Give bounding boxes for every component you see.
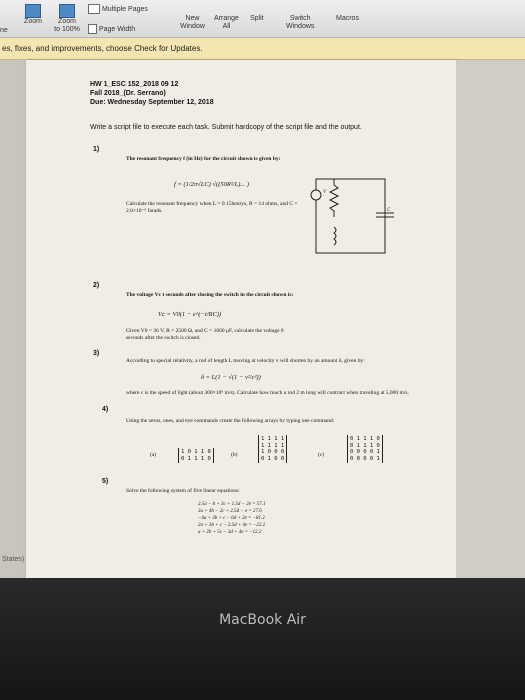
ribbon-cut-label: ne [0,27,8,34]
doc-term-line: Fall 2018_(Dr. Serrano) [90,90,166,97]
q4-text: Using the zeros, ones, and eye commands create the following arrays by typing one command: [126,418,335,424]
zoom-icon [25,4,41,18]
q5-number: 5) [102,478,109,485]
q3-text: According to special relativity, a rod of length L moving at velocity v will shorten by an amount δ, given by: [126,358,365,364]
label-c: C [387,208,391,213]
q1-formula: f = (1/2π√LC) √((50R²/L)... ) [174,181,250,188]
doc-header [90,80,214,107]
q2-number: 2) [93,282,100,289]
multiple-pages-label: Multiple Pages [101,5,148,13]
new-window-button[interactable]: New Window [180,15,205,30]
q4-a-label: (a) [150,452,157,458]
view-ribbon [0,0,525,38]
q4-a-matrix: 1 0 1 1 0 0 1 1 1 0 [178,448,214,463]
multiple-pages-icon [88,4,100,14]
q1-text: The resonant frequency f (in Hz) for the circuit shown is given by: [126,156,281,162]
document-page [26,60,456,578]
zoom-100-icon [59,4,75,18]
right-gutter [456,60,525,578]
q1-number: 1) [93,146,100,153]
zoom-label: Zoom [24,18,42,25]
q3-formula: δ = L(1 − √(1 − v²/c²)) [201,374,261,381]
q4-c-label: (c) [318,452,325,458]
update-notification-bar: es, fixes, and improvements, choose Check for Updates. [0,38,525,60]
q4-c-matrix: 0 1 1 1 0 0 1 1 1 0 0 0 0 0 1 0 0 0 0 1 [347,435,383,463]
page-width-label: Page Width [98,25,136,33]
q2-text-2: Given V0 = 36 V, R = 2500 Ω, and C = 1600 μF, calculate the voltage 8 seconds after the switch is closed. [126,328,284,341]
split-button[interactable]: Split [250,15,264,22]
switch-windows-button[interactable]: Switch Windows [286,15,315,30]
arrange-all-button[interactable]: Arrange All [214,15,239,30]
inductor-icon [334,227,336,245]
q4-number: 4) [102,406,109,413]
laptop-bezel [0,578,525,700]
page-width-button[interactable] [88,24,135,34]
left-pane [0,60,26,578]
q4-b-matrix: 1 1 1 1 1 1 1 1 1 0 0 0 0 1 0 0 [258,435,287,463]
zoom-100-label: Zoom to 100% [54,18,80,33]
device-brand-label: MacBook Air [219,612,306,628]
q2-formula: Vc = V0(1 − e^(−t/RC)) [158,311,222,318]
doc-due-line: Due: Wednesday September 12, 2018 [90,99,214,106]
q5-text: Solve the following system of five linear equations: [126,488,240,494]
rlc-circuit-diagram [310,165,395,265]
resistor-icon [330,179,338,217]
page-width-icon [88,24,97,34]
status-label: States) [2,556,25,563]
multiple-pages-button[interactable] [88,4,148,14]
macros-button[interactable]: Macros [336,15,359,22]
voltage-source-icon [311,190,321,200]
q5-equation-system: 2.5a − b + 3c + 1.5d − 2e = 57.1 3a + 4b − 2c + 2.5d − e = 27.6 −4a + 3b + c − 6d + 2e = −81.2 2a + 3b + c − 2.5d + 4e = −22.2 a + 2b + 5c − 3d + 4e = −12.2 [198,502,266,535]
doc-title-line: HW 1_ESC 152_2018 09 12 [90,81,179,88]
zoom-100-button[interactable] [50,4,84,34]
q1-text-2: Calculate the resonant frequency when L = 0.15henrys, R = 14 ohms, and C = 2.6×10⁻⁶ farads. [126,201,298,214]
q3-number: 3) [93,350,100,357]
label-v: V [323,190,327,195]
q4-b-label: (b) [231,452,238,458]
q3-text-2: where c is the speed of light (about 300×10⁶ m/s). Calculate how much a rod 2 m long will contract when traveling at 5,000 m/s. [126,390,409,396]
q2-text: The voltage Vc t seconds after closing the switch in the circuit shown is: [126,292,294,298]
doc-intro: Write a script file to execute each task. Submit hardcopy of the script file and the output. [90,124,362,131]
zoom-button[interactable] [20,4,46,26]
circuit-wire [316,179,385,253]
